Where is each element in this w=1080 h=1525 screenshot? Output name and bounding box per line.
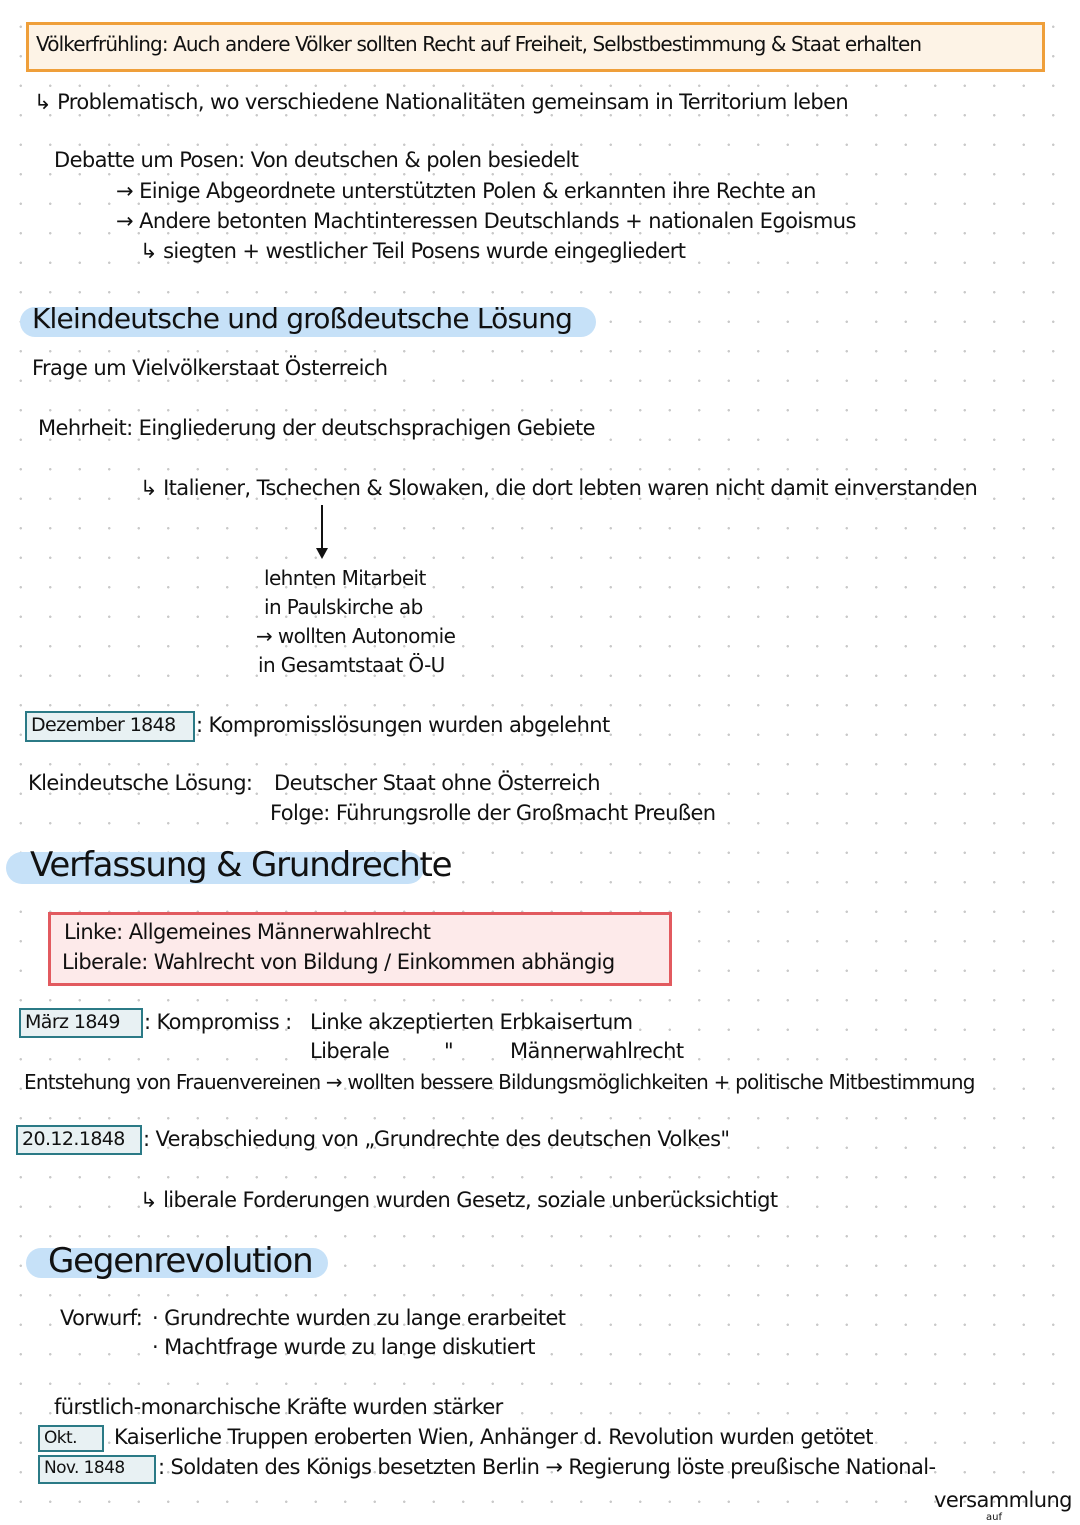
posen-point-1: → Einige Abgeordnete unterstützten Polen & erkannten ihre Rechte an [116,179,816,203]
date-badge-20-12-1848: 20.12.1848 [16,1125,142,1155]
section-heading-gegenrevolution: Gegenrevolution [48,1241,313,1281]
vorwurf-label: Vorwurf: [60,1306,143,1330]
date-badge-dezember-1848: Dezember 1848 [25,711,195,742]
kompromiss-linke: Linke akzeptierten Erbkaisertum [310,1010,633,1034]
vielvoelkerstaat-question: Frage um Vielvölkerstaat Österreich [32,356,388,380]
consequence-line-2: in Paulskirche ab [264,595,423,619]
ditto-mark: " [444,1039,454,1063]
nov-1848-auf: auf [986,1512,1002,1523]
section-heading-verfassung: Verfassung & Grundrechte [30,845,452,885]
posen-debate: Debatte um Posen: Von deutschen & polen besiedelt [54,148,579,172]
vorwurf-point-1: · Grundrechte wurden zu lange erarbeitet [152,1306,566,1330]
wahlrecht-liberale: Liberale: Wahlrecht von Bildung / Einkommen abhängig [62,950,615,974]
posen-result: ↳ siegten + westlicher Teil Posens wurde eingegliedert [140,239,686,263]
problem-note: ↳ Problematisch, wo verschiedene Nationalitäten gemeinsam in Territorium leben [34,90,849,114]
consequence-line-1: lehnten Mitarbeit [264,566,426,590]
section-heading-kleindeutsch: Kleindeutsche und großdeutsche Lösung [32,302,573,335]
okt-text: Kaiserliche Truppen eroberten Wien, Anhänger d. Revolution wurden getötet [114,1425,873,1449]
vorwurf-point-2: · Machtfrage wurde zu lange diskutiert [152,1335,535,1359]
monarchische-kraefte-note: fürstlich-monarchische Kräfte wurden stärker [54,1395,503,1419]
objection-note: ↳ Italiener, Tschechen & Slowaken, die dort lebten waren nicht damit einverstanden [140,476,978,500]
voelkerfruehling-text: Völkerfrühling: Auch andere Völker sollten Recht auf Freiheit, Selbstbestimmung & Staat erhalten [36,32,922,56]
dezember-1848-text: : Kompromisslösungen wurden abgelehnt [196,713,610,737]
grundrechte-text: : Verabschiedung von „Grundrechte des deutschen Volkes" [143,1127,730,1151]
consequence-line-3: → wollten Autonomie [256,624,456,648]
nov-1848-text-continued: versammlung [934,1488,1072,1512]
kompromiss-liberale-label: Liberale [310,1039,390,1063]
grundrechte-result: ↳ liberale Forderungen wurden Gesetz, soziale unberücksichtigt [140,1188,778,1212]
nov-1848-text: : Soldaten des Königs besetzten Berlin → Regierung löste preußische National- [158,1455,936,1479]
date-badge-maerz-1849: März 1849 [19,1008,143,1038]
posen-point-2: → Andere betonten Machtinteressen Deutschlands + nationalen Egoismus [116,209,856,233]
date-badge-nov-1848: Nov. 1848 [38,1455,156,1484]
majority-note: Mehrheit: Eingliederung der deutschsprachigen Gebiete [38,416,595,440]
date-badge-okt: Okt. [38,1425,104,1452]
frauenvereine-note: Entstehung von Frauenvereinen → wollten bessere Bildungsmöglichkeiten + politische Mitbestimmung [24,1070,975,1094]
wahlrecht-linke: Linke: Allgemeines Männerwahlrecht [64,920,431,944]
consequence-line-4: in Gesamtstaat Ö-U [258,653,445,677]
kompromiss-liberale-text: Männerwahlrecht [510,1039,684,1063]
kompromiss-label: : Kompromiss : [144,1010,292,1034]
kleindeutsch-definition: Deutscher Staat ohne Österreich [274,771,601,795]
arrow-down-line [321,505,323,550]
arrow-down-icon [316,548,328,559]
kleindeutsch-result: Folge: Führungsrolle der Großmacht Preußen [270,801,716,825]
kleindeutsch-label: Kleindeutsche Lösung: [28,771,253,795]
